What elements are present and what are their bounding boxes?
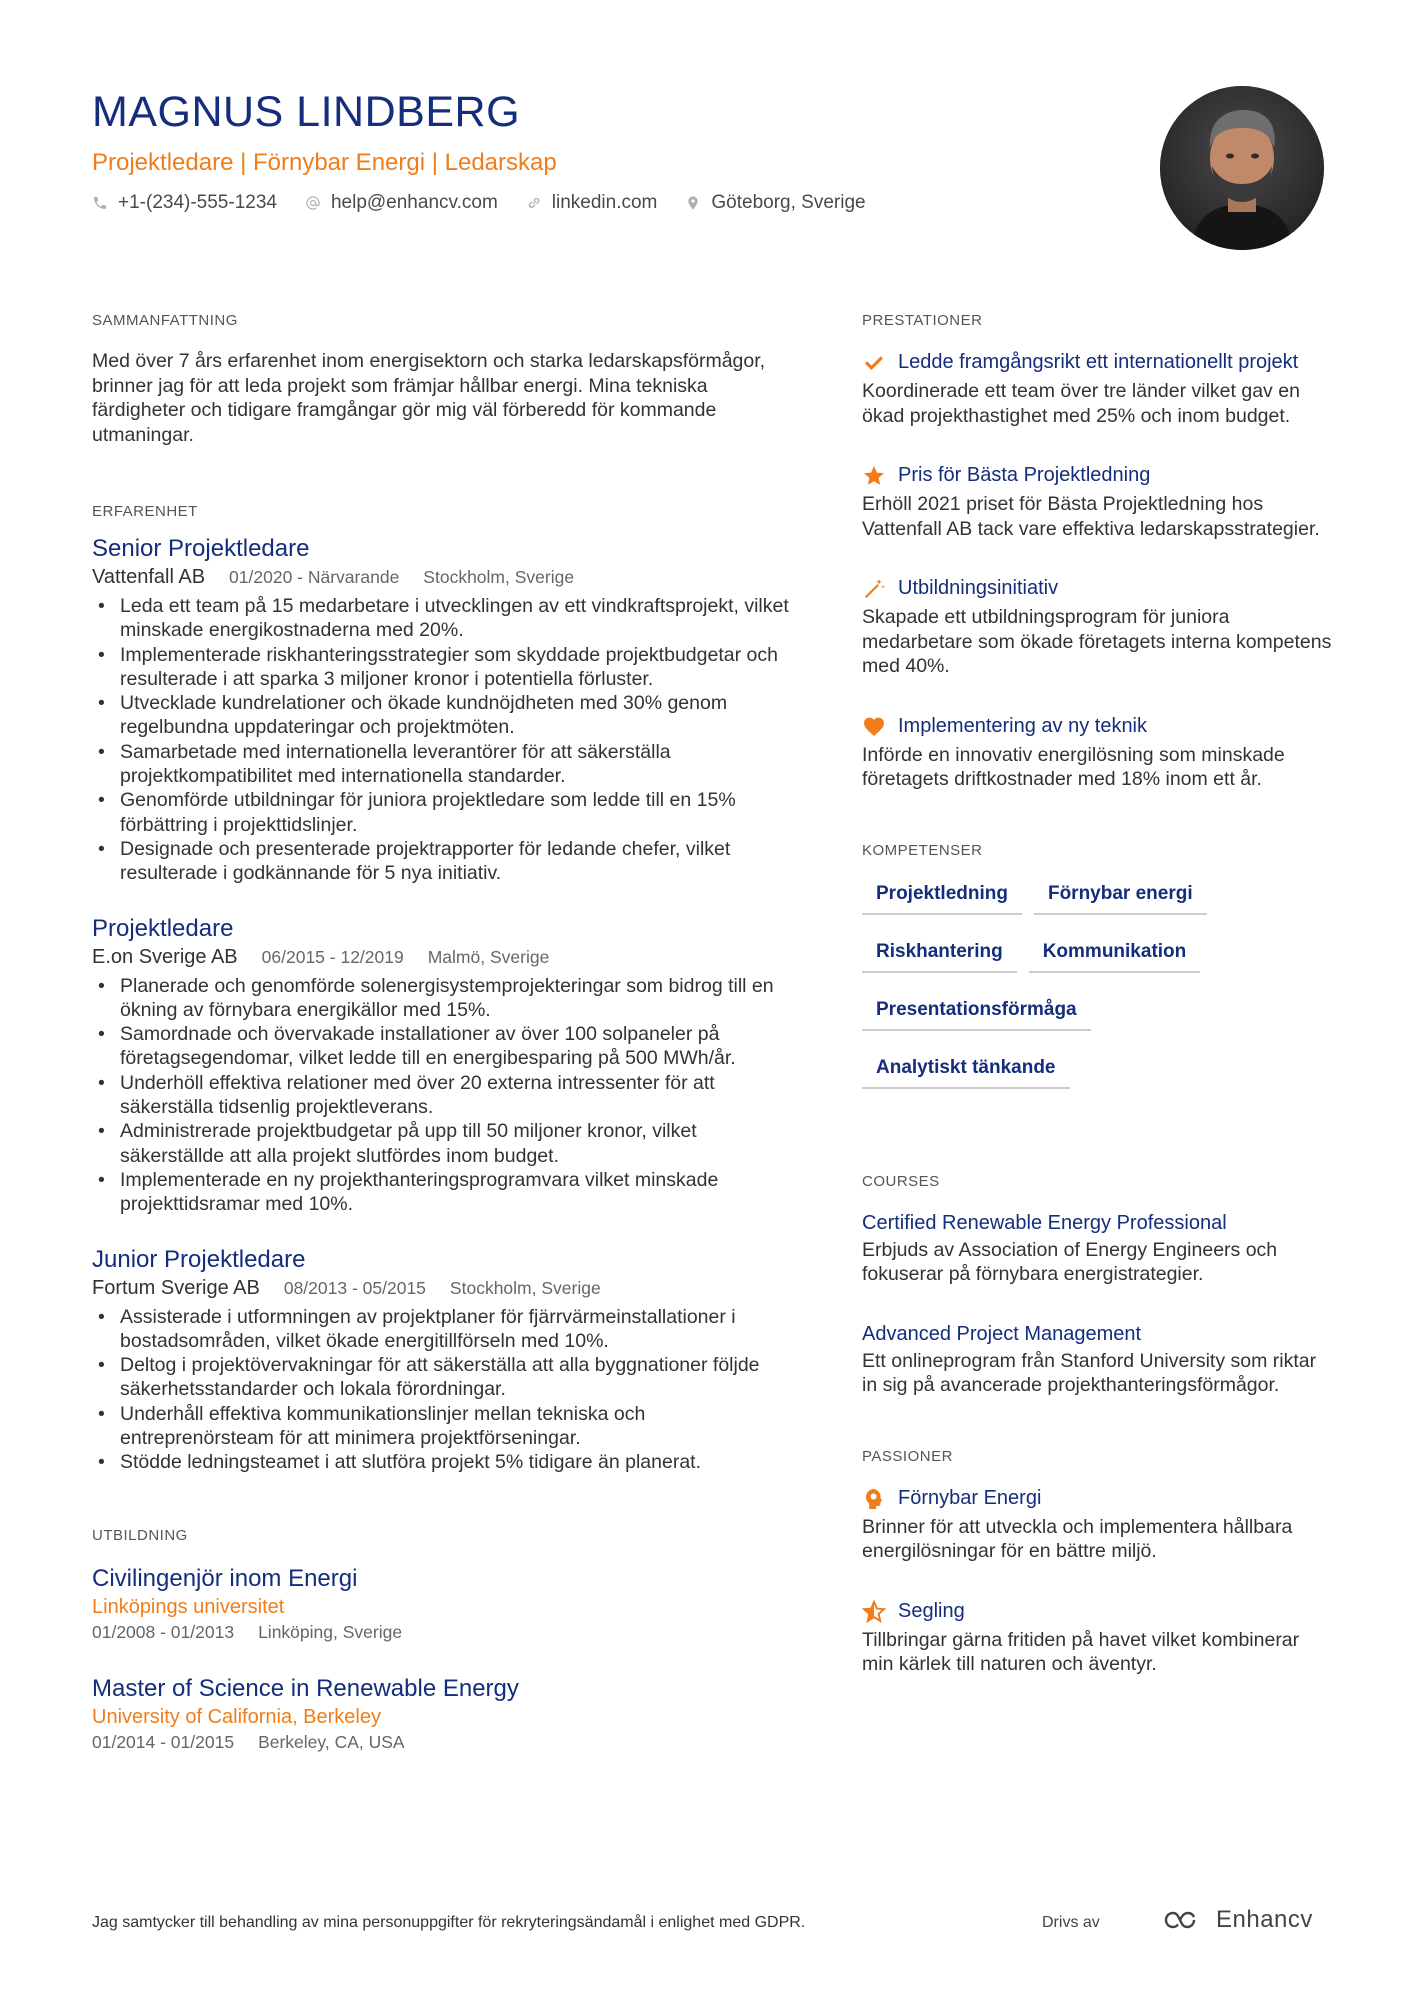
job-bullets [92, 974, 792, 1217]
powered-by-label: Drivs av [1042, 1914, 1100, 1931]
education-degree: Civilingenjör inom Energi [92, 1564, 358, 1592]
achievement-header [862, 713, 1332, 739]
summary-heading: SAMMANFATTNING [92, 312, 238, 329]
job-bullet: • Planerade och genomförde solenergisystemprojekteringar som bidrog till en ökning av förnybara energikällor med 15%. [92, 974, 792, 1023]
achievement-header [862, 575, 1332, 601]
achievements-heading: PRESTATIONER [862, 312, 983, 329]
job-bullet: • Assisterade i utformningen av projektplaner för fjärrvärmeinstallationer i bostadsområden, vilket ökade energitillförseln med 10%. [92, 1305, 792, 1354]
achievement-header [862, 349, 1332, 375]
job-entry [92, 534, 792, 886]
job-meta [92, 564, 792, 590]
job-location: Malmö, Sverige [427, 946, 550, 967]
passion-header [862, 1485, 1332, 1511]
phone-icon [92, 195, 108, 211]
contact-linkedin[interactable] [526, 190, 658, 216]
experience-heading: ERFARENHET [92, 503, 198, 520]
contact-location [685, 190, 865, 216]
job-title: Junior Projektledare [92, 1245, 306, 1273]
link-icon [526, 195, 542, 211]
star-icon [862, 464, 886, 488]
passions-section [862, 1448, 1332, 1677]
achievement-title: Ledde framgångsrikt ett internationellt projekt [898, 351, 1299, 373]
job-date: 08/2013 - 05/2015 [283, 1277, 426, 1298]
job-bullet: • Underhöll effektiva relationer med över 20 externa intressenter för att säkerställa tidsenlig projektleverans. [92, 1071, 792, 1120]
skills-heading: KOMPETENSER [862, 841, 983, 859]
course-item [862, 1321, 1332, 1398]
achievement-item [862, 575, 1332, 679]
achievement-title: Implementering av ny teknik [898, 714, 1148, 737]
achievement-desc: Erhöll 2021 priset för Bästa Projektledning hos Vattenfall AB tack vare effektiva ledarskapsstrategier. [862, 493, 1320, 540]
enhancv-logo-icon [1160, 1907, 1206, 1933]
skill-tag: Presentationsförmåga [862, 995, 1091, 1031]
job-location: Stockholm, Sverige [449, 1277, 601, 1298]
checkmark-icon [862, 351, 886, 375]
job-title: Senior Projektledare [92, 535, 310, 562]
skills-list [862, 879, 1292, 1089]
location-text: Göteborg, Sverige [711, 192, 866, 213]
skill-tag: Riskhantering [862, 937, 1017, 973]
candidate-tagline: Projektledare | Förnybar Energi | Ledarskap [92, 149, 557, 176]
job-bullet: • Implementerade riskhanteringsstrategier som skyddade projektbudgetar och resulterade i att sparka 3 miljoner kronor i potentiella förluster. [92, 643, 792, 692]
magic-wand-icon [862, 577, 886, 601]
course-item [862, 1210, 1332, 1287]
heart-icon [862, 715, 886, 739]
achievement-title: Pris för Bästa Projektledning [898, 464, 1151, 486]
brain-head-icon [862, 1487, 886, 1511]
skill-tag: Kommunikation [1029, 937, 1201, 973]
job-bullets [92, 1305, 792, 1475]
course-desc: Erbjuds av Association of Energy Engineers och fokuserar på förnybara energistrategier. [862, 1238, 1278, 1285]
education-entry [92, 1564, 792, 1644]
achievement-desc: Skapade ett utbildningsprogram för juniora medarbetare som ökade företagets interna kompetens med 40%. [862, 606, 1332, 677]
passion-item [862, 1485, 1332, 1564]
job-bullets [92, 594, 792, 886]
enhancv-brand-text: Enhancv [1216, 1906, 1313, 1933]
education-date: 01/2008 - 01/2013 [92, 1621, 235, 1642]
job-location: Stockholm, Sverige [423, 567, 575, 587]
job-bullet: • Leda ett team på 15 medarbetare i utvecklingen av ett vindkraftsprojekt, vilket minskade energikostnaderna med 20%. [92, 594, 792, 643]
course-title: Certified Renewable Energy Professional [862, 1211, 1227, 1234]
job-company: Fortum Sverige AB [92, 1276, 260, 1299]
at-icon [305, 195, 321, 211]
page-footer [92, 1906, 1332, 1933]
achievements-section [862, 312, 1332, 792]
job-meta [92, 1275, 792, 1301]
job-bullet: • Stödde ledningsteamet i att slutföra projekt 5% tidigare än planerat. [92, 1450, 792, 1474]
achievement-desc: Införde en innovativ energilösning som minskade företagets driftkostnader med 18% inom ett år. [862, 743, 1285, 790]
education-section [92, 1527, 792, 1754]
summary-section [92, 312, 792, 447]
achievement-desc: Koordinerade ett team över tre länder vilket gav en ökad projekthastighet med 25% och inom budget. [862, 380, 1300, 427]
enhancv-logo[interactable] [1160, 1906, 1313, 1934]
passion-title: Segling [898, 1599, 965, 1622]
education-school: University of California, Berkeley [92, 1705, 381, 1728]
job-bullet: • Administrerade projektbudgetar på upp till 50 miljoner kronor, vilket säkerställde att alla projekt slutfördes inom budget. [92, 1119, 792, 1168]
achievement-item [862, 713, 1332, 792]
job-entry [92, 914, 792, 1217]
skill-tag: Förnybar energi [1034, 879, 1207, 915]
job-meta [92, 944, 792, 970]
resume-header [92, 86, 1142, 216]
skill-tag: Analytiskt tänkande [862, 1053, 1070, 1089]
job-entry [92, 1245, 792, 1475]
job-bullet: • Implementerade en ny projekthanteringsprogramvara vilket minskade projekttidsramar med 10%. [92, 1168, 792, 1217]
achievement-item [862, 462, 1332, 541]
education-location: Linköping, Sverige [258, 1621, 403, 1642]
job-bullet: • Underhåll effektiva kommunikationslinjer mellan tekniska och entreprenörsteam för att minimera projektförseningar. [92, 1402, 792, 1451]
skills-section [862, 842, 1332, 1089]
phone-text: +1-(234)-555-1234 [118, 192, 277, 213]
job-bullet: • Utvecklade kundrelationer och ökade kundnöjdheten med 30% genom regelbundna uppdateringar och projektmöten. [92, 691, 792, 740]
passion-desc: Brinner för att utveckla och implementera hållbara energilösningar för en bättre miljö. [862, 1515, 1293, 1562]
experience-section [92, 503, 792, 1475]
passions-heading: PASSIONER [862, 1447, 953, 1465]
education-heading: UTBILDNING [92, 1526, 188, 1544]
left-column [92, 312, 792, 1784]
job-company: Vattenfall AB [92, 566, 206, 588]
summary-text: Med över 7 års erfarenhet inom energisektorn och starka ledarskapsförmågor, brinner jag för att leda projekt som främjar hållbar energi. Mina tekniska färdigheter och tidigare framgångar gör mig väl förberedd för kommande utmaningar. [92, 350, 766, 446]
candidate-name: MAGNUS LINDBERG [92, 88, 521, 136]
contact-info [92, 190, 1142, 216]
star-half-icon [862, 1600, 886, 1624]
contact-email[interactable] [305, 190, 498, 216]
skill-tag: Projektledning [862, 879, 1022, 915]
job-date: 01/2020 - Närvarande [229, 567, 400, 587]
courses-heading: COURSES [862, 1172, 940, 1190]
location-pin-icon [685, 195, 701, 211]
job-bullet: • Genomförde utbildningar för juniora projektledare som ledde till en 15% förbättring i projekttidslinjer. [92, 788, 792, 837]
achievement-title: Utbildningsinitiativ [898, 577, 1059, 599]
job-date: 06/2015 - 12/2019 [261, 946, 404, 967]
job-title: Projektledare [92, 914, 234, 942]
job-bullet: • Samordnade och övervakade installationer av över 100 solpaneler på företagsegendomar, vilket ledde till en energibesparing på 500 MWh/år. [92, 1022, 792, 1071]
portrait-image [1160, 86, 1324, 250]
contact-phone[interactable] [92, 190, 277, 216]
linkedin-text: linkedin.com [551, 192, 658, 213]
passion-title: Förnybar Energi [898, 1486, 1042, 1509]
profile-photo [1160, 86, 1324, 250]
education-entry [92, 1674, 792, 1754]
gdpr-consent-text: Jag samtycker till behandling av mina personuppgifter för rekryteringsändamål i enlighet med GDPR. [92, 1914, 806, 1931]
passion-item [862, 1598, 1332, 1677]
education-location: Berkeley, CA, USA [258, 1731, 405, 1752]
job-bullet: • Samarbetade med internationella leverantörer för att säkerställa projektkompatibilitet med internationella standarder. [92, 740, 792, 789]
email-text: help@enhancv.com [330, 192, 498, 213]
job-bullet: • Designade och presenterade projektrapporter för ledande chefer, vilket resulterade i godkännande för 5 nya initiativ. [92, 837, 792, 886]
course-title: Advanced Project Management [862, 1322, 1142, 1345]
job-bullet: • Deltog i projektövervakningar för att säkerställa att alla byggnationer följde säkerhetsstandarder och lokala förordningar. [92, 1353, 792, 1402]
passion-desc: Tillbringar gärna fritiden på havet vilket kombinerar min kärlek till naturen och äventyr. [862, 1628, 1300, 1675]
courses-section [862, 1173, 1332, 1398]
passion-header [862, 1598, 1332, 1624]
education-date: 01/2014 - 01/2015 [92, 1731, 235, 1752]
course-desc: Ett onlineprogram från Stanford University som riktar in sig på avancerade projekthanteringsförmågor. [862, 1349, 1317, 1396]
right-column [862, 312, 1332, 1711]
education-meta [92, 1620, 792, 1644]
education-meta [92, 1730, 792, 1754]
education-degree: Master of Science in Renewable Energy [92, 1674, 519, 1702]
education-school: Linköpings universitet [92, 1595, 285, 1618]
job-company: E.on Sverige AB [92, 945, 238, 968]
achievement-item [862, 349, 1332, 428]
achievement-header [862, 462, 1332, 488]
